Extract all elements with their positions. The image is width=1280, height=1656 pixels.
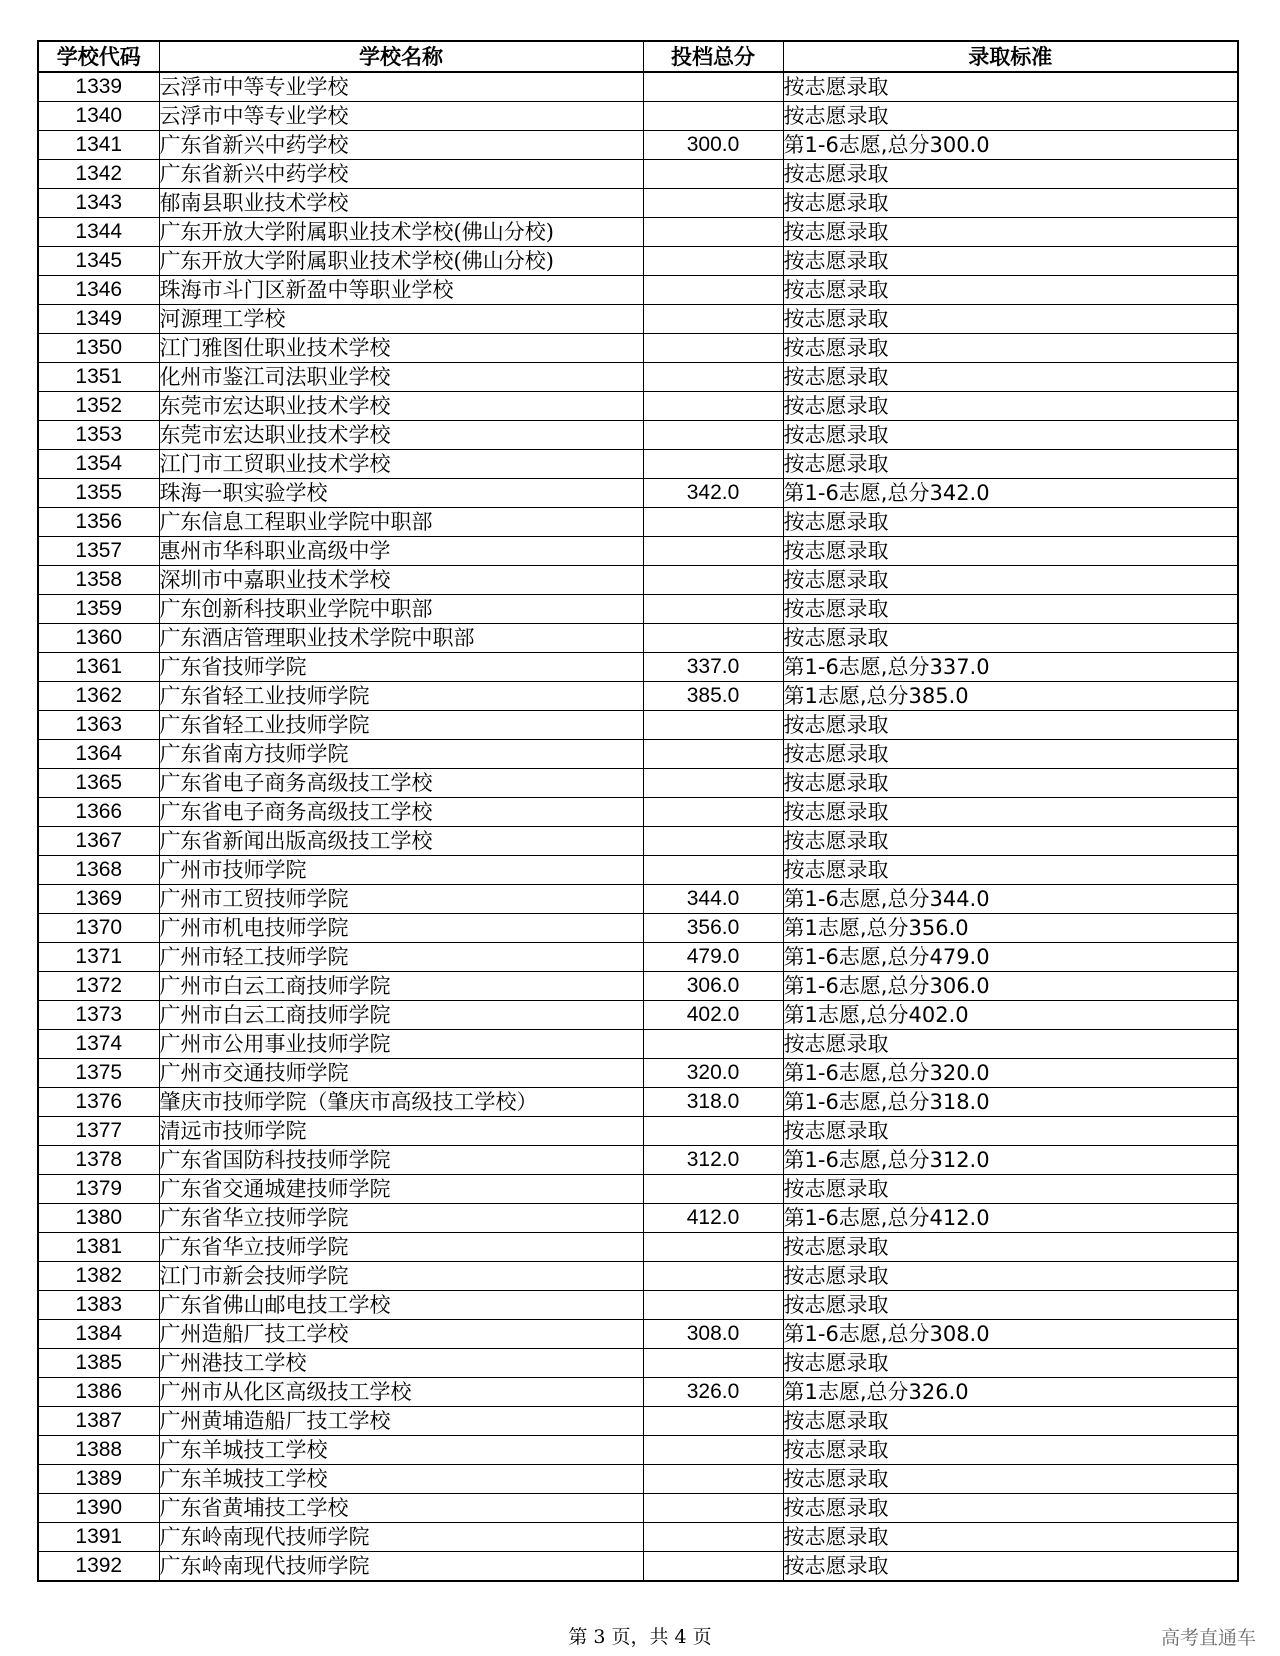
cell-total-score (643, 1552, 783, 1582)
cell-school-name: 广东开放大学附属职业技术学校(佛山分校) (159, 218, 643, 247)
cell-school-code: 1384 (38, 1320, 159, 1349)
cell-school-code: 1360 (38, 624, 159, 653)
cell-school-name: 广州市白云工商技师学院 (159, 1001, 643, 1030)
cell-school-name: 广州港技工学校 (159, 1349, 643, 1378)
table-row (38, 508, 1238, 537)
cell-school-code: 1361 (38, 653, 159, 682)
table-row (38, 1291, 1238, 1320)
cell-admission-standard: 第1-6志愿,总分412.0 (783, 1204, 1238, 1233)
table-row (38, 624, 1238, 653)
cell-school-name: 广东省电子商务高级技工学校 (159, 769, 643, 798)
cell-total-score: 356.0 (643, 914, 783, 943)
cell-school-code: 1372 (38, 972, 159, 1001)
table-row (38, 566, 1238, 595)
cell-admission-standard: 第1-6志愿,总分342.0 (783, 479, 1238, 508)
cell-school-code: 1359 (38, 595, 159, 624)
table-row (38, 1001, 1238, 1030)
cell-school-code: 1346 (38, 276, 159, 305)
cell-school-code: 1367 (38, 827, 159, 856)
cell-school-name: 广东省轻工业技师学院 (159, 682, 643, 711)
cell-total-score (643, 305, 783, 334)
cell-total-score (643, 624, 783, 653)
cell-admission-standard: 第1-6志愿,总分344.0 (783, 885, 1238, 914)
cell-total-score (643, 1030, 783, 1059)
cell-school-code: 1356 (38, 508, 159, 537)
cell-school-code: 1392 (38, 1552, 159, 1582)
cell-total-score (643, 711, 783, 740)
cell-school-name: 广东省新闻出版高级技工学校 (159, 827, 643, 856)
cell-school-name: 广东省新兴中药学校 (159, 160, 643, 189)
cell-school-name: 江门雅图仕职业技术学校 (159, 334, 643, 363)
cell-admission-standard: 按志愿录取 (783, 827, 1238, 856)
cell-total-score (643, 72, 783, 102)
cell-admission-standard: 按志愿录取 (783, 276, 1238, 305)
cell-total-score (643, 1523, 783, 1552)
cell-school-name: 广东省轻工业技师学院 (159, 711, 643, 740)
cell-school-code: 1349 (38, 305, 159, 334)
cell-total-score (643, 1117, 783, 1146)
cell-school-code: 1374 (38, 1030, 159, 1059)
cell-total-score (643, 1407, 783, 1436)
cell-school-name: 珠海市斗门区新盈中等职业学校 (159, 276, 643, 305)
cell-school-code: 1388 (38, 1436, 159, 1465)
table-row (38, 711, 1238, 740)
cell-school-name: 广州市白云工商技师学院 (159, 972, 643, 1001)
cell-school-name: 东莞市宏达职业技术学校 (159, 421, 643, 450)
table-row (38, 1030, 1238, 1059)
page-number: 第 3 页，共 4 页 (568, 1626, 712, 1648)
cell-school-code: 1350 (38, 334, 159, 363)
cell-school-code: 1368 (38, 856, 159, 885)
cell-total-score: 312.0 (643, 1146, 783, 1175)
cell-school-name: 郁南县职业技术学校 (159, 189, 643, 218)
table-row (38, 1407, 1238, 1436)
table-row (38, 305, 1238, 334)
header-admission-standard: 录取标准 (783, 41, 1238, 72)
table-row (38, 421, 1238, 450)
table-body (38, 72, 1238, 1581)
table-row (38, 1088, 1238, 1117)
cell-admission-standard: 按志愿录取 (783, 218, 1238, 247)
table-row (38, 334, 1238, 363)
cell-admission-standard: 按志愿录取 (783, 1233, 1238, 1262)
table-row (38, 189, 1238, 218)
cell-school-name: 珠海一职实验学校 (159, 479, 643, 508)
table-row (38, 1117, 1238, 1146)
table-row (38, 1146, 1238, 1175)
cell-school-code: 1364 (38, 740, 159, 769)
table-row (38, 276, 1238, 305)
cell-total-score: 300.0 (643, 131, 783, 160)
cell-admission-standard: 第1志愿,总分326.0 (783, 1378, 1238, 1407)
table-row (38, 537, 1238, 566)
cell-total-score: 337.0 (643, 653, 783, 682)
cell-admission-standard: 第1-6志愿,总分318.0 (783, 1088, 1238, 1117)
cell-school-name: 广东省交通城建技师学院 (159, 1175, 643, 1204)
table-row (38, 885, 1238, 914)
cell-total-score: 306.0 (643, 972, 783, 1001)
cell-school-name: 云浮市中等专业学校 (159, 72, 643, 102)
cell-total-score (643, 363, 783, 392)
table-row (38, 1465, 1238, 1494)
cell-school-name: 河源理工学校 (159, 305, 643, 334)
table-row (38, 131, 1238, 160)
table-row (38, 1523, 1238, 1552)
cell-admission-standard: 按志愿录取 (783, 1117, 1238, 1146)
cell-school-name: 化州市鉴江司法职业学校 (159, 363, 643, 392)
cell-admission-standard: 第1-6志愿,总分308.0 (783, 1320, 1238, 1349)
cell-school-code: 1369 (38, 885, 159, 914)
cell-school-name: 广东省华立技师学院 (159, 1204, 643, 1233)
cell-admission-standard: 按志愿录取 (783, 1436, 1238, 1465)
cell-school-code: 1375 (38, 1059, 159, 1088)
cell-school-name: 江门市工贸职业技术学校 (159, 450, 643, 479)
cell-total-score (643, 160, 783, 189)
cell-admission-standard: 按志愿录取 (783, 856, 1238, 885)
cell-school-name: 广东岭南现代技师学院 (159, 1523, 643, 1552)
table-row (38, 102, 1238, 131)
cell-school-code: 1342 (38, 160, 159, 189)
cell-admission-standard: 按志愿录取 (783, 1349, 1238, 1378)
cell-admission-standard: 按志愿录取 (783, 1494, 1238, 1523)
cell-admission-standard: 按志愿录取 (783, 72, 1238, 102)
cell-admission-standard: 按志愿录取 (783, 334, 1238, 363)
cell-school-code: 1373 (38, 1001, 159, 1030)
cell-admission-standard: 按志愿录取 (783, 624, 1238, 653)
cell-school-code: 1376 (38, 1088, 159, 1117)
cell-school-name: 广州市机电技师学院 (159, 914, 643, 943)
cell-admission-standard: 按志愿录取 (783, 160, 1238, 189)
cell-admission-standard: 按志愿录取 (783, 508, 1238, 537)
cell-school-code: 1345 (38, 247, 159, 276)
cell-school-name: 广东省新兴中药学校 (159, 131, 643, 160)
cell-admission-standard: 按志愿录取 (783, 189, 1238, 218)
cell-school-name: 广州市交通技师学院 (159, 1059, 643, 1088)
cell-school-code: 1357 (38, 537, 159, 566)
cell-admission-standard: 按志愿录取 (783, 1465, 1238, 1494)
cell-admission-standard: 第1-6志愿,总分306.0 (783, 972, 1238, 1001)
table-row (38, 1320, 1238, 1349)
cell-school-name: 广州黄埔造船厂技工学校 (159, 1407, 643, 1436)
cell-total-score (643, 102, 783, 131)
cell-admission-standard: 按志愿录取 (783, 1523, 1238, 1552)
table-row (38, 972, 1238, 1001)
cell-admission-standard: 按志愿录取 (783, 305, 1238, 334)
cell-admission-standard: 第1-6志愿,总分300.0 (783, 131, 1238, 160)
cell-admission-standard: 按志愿录取 (783, 450, 1238, 479)
cell-school-name: 东莞市宏达职业技术学校 (159, 392, 643, 421)
table-row (38, 247, 1238, 276)
cell-school-code: 1341 (38, 131, 159, 160)
cell-total-score: 402.0 (643, 1001, 783, 1030)
table-row (38, 856, 1238, 885)
cell-total-score: 344.0 (643, 885, 783, 914)
cell-admission-standard: 按志愿录取 (783, 102, 1238, 131)
cell-school-code: 1355 (38, 479, 159, 508)
header-school-name: 学校名称 (159, 41, 643, 72)
cell-school-name: 清远市技师学院 (159, 1117, 643, 1146)
cell-school-name: 江门市新会技师学院 (159, 1262, 643, 1291)
cell-total-score (643, 856, 783, 885)
cell-school-code: 1362 (38, 682, 159, 711)
cell-total-score: 342.0 (643, 479, 783, 508)
cell-school-name: 广东省技师学院 (159, 653, 643, 682)
cell-admission-standard: 按志愿录取 (783, 392, 1238, 421)
cell-admission-standard: 第1-6志愿,总分337.0 (783, 653, 1238, 682)
cell-school-name: 惠州市华科职业高级中学 (159, 537, 643, 566)
table-row (38, 595, 1238, 624)
cell-admission-standard: 按志愿录取 (783, 1407, 1238, 1436)
cell-school-name: 广东岭南现代技师学院 (159, 1552, 643, 1582)
table-row (38, 218, 1238, 247)
cell-admission-standard: 按志愿录取 (783, 363, 1238, 392)
cell-school-code: 1382 (38, 1262, 159, 1291)
cell-admission-standard: 按志愿录取 (783, 1175, 1238, 1204)
cell-school-name: 广州市技师学院 (159, 856, 643, 885)
cell-school-code: 1385 (38, 1349, 159, 1378)
cell-school-code: 1370 (38, 914, 159, 943)
cell-school-name: 广东省华立技师学院 (159, 1233, 643, 1262)
cell-school-name: 广东开放大学附属职业技术学校(佛山分校) (159, 247, 643, 276)
cell-school-name: 广东创新科技职业学院中职部 (159, 595, 643, 624)
table-header-row (38, 41, 1238, 72)
table-row (38, 943, 1238, 972)
cell-admission-standard: 按志愿录取 (783, 566, 1238, 595)
table-row (38, 160, 1238, 189)
table-row (38, 769, 1238, 798)
cell-school-name: 广东省佛山邮电技工学校 (159, 1291, 643, 1320)
cell-school-code: 1365 (38, 769, 159, 798)
cell-school-name: 广州造船厂技工学校 (159, 1320, 643, 1349)
cell-total-score (643, 1349, 783, 1378)
cell-total-score (643, 276, 783, 305)
cell-total-score (643, 1291, 783, 1320)
table-row (38, 450, 1238, 479)
cell-school-name: 广东省黄埔技工学校 (159, 1494, 643, 1523)
cell-school-name: 广州市从化区高级技工学校 (159, 1378, 643, 1407)
cell-school-name: 广东酒店管理职业技术学院中职部 (159, 624, 643, 653)
cell-admission-standard: 按志愿录取 (783, 247, 1238, 276)
cell-school-name: 广州市轻工技师学院 (159, 943, 643, 972)
cell-total-score: 412.0 (643, 1204, 783, 1233)
table-row (38, 479, 1238, 508)
cell-school-name: 广东信息工程职业学院中职部 (159, 508, 643, 537)
cell-school-name: 广东羊城技工学校 (159, 1465, 643, 1494)
cell-total-score (643, 537, 783, 566)
cell-total-score (643, 1175, 783, 1204)
cell-school-code: 1353 (38, 421, 159, 450)
table-row (38, 1378, 1238, 1407)
cell-total-score: 318.0 (643, 1088, 783, 1117)
cell-total-score: 326.0 (643, 1378, 783, 1407)
cell-admission-standard: 按志愿录取 (783, 421, 1238, 450)
table-row (38, 363, 1238, 392)
table-row (38, 682, 1238, 711)
cell-school-code: 1363 (38, 711, 159, 740)
cell-admission-standard: 按志愿录取 (783, 537, 1238, 566)
cell-total-score (643, 595, 783, 624)
table-row (38, 392, 1238, 421)
cell-total-score (643, 1233, 783, 1262)
cell-school-code: 1339 (38, 72, 159, 102)
cell-total-score (643, 450, 783, 479)
cell-school-code: 1387 (38, 1407, 159, 1436)
cell-total-score (643, 1262, 783, 1291)
cell-total-score (643, 189, 783, 218)
cell-total-score (643, 1494, 783, 1523)
cell-total-score: 479.0 (643, 943, 783, 972)
cell-total-score (643, 740, 783, 769)
cell-school-code: 1378 (38, 1146, 159, 1175)
cell-school-code: 1366 (38, 798, 159, 827)
cell-school-code: 1371 (38, 943, 159, 972)
cell-admission-standard: 按志愿录取 (783, 769, 1238, 798)
cell-school-name: 广东省南方技师学院 (159, 740, 643, 769)
table-row (38, 1436, 1238, 1465)
cell-admission-standard: 按志愿录取 (783, 740, 1238, 769)
cell-school-code: 1386 (38, 1378, 159, 1407)
cell-school-code: 1358 (38, 566, 159, 595)
table-row (38, 798, 1238, 827)
table-row (38, 1349, 1238, 1378)
cell-school-code: 1391 (38, 1523, 159, 1552)
cell-total-score (643, 1465, 783, 1494)
table-row (38, 1552, 1238, 1582)
table-row (38, 1204, 1238, 1233)
table-row (38, 72, 1238, 102)
cell-total-score (643, 247, 783, 276)
cell-admission-standard: 按志愿录取 (783, 1291, 1238, 1320)
cell-school-code: 1340 (38, 102, 159, 131)
admission-table (37, 40, 1239, 1582)
cell-school-code: 1352 (38, 392, 159, 421)
table-row (38, 827, 1238, 856)
cell-total-score (643, 508, 783, 537)
cell-school-name: 广东省国防科技技师学院 (159, 1146, 643, 1175)
table-row (38, 914, 1238, 943)
cell-admission-standard: 按志愿录取 (783, 595, 1238, 624)
cell-admission-standard: 按志愿录取 (783, 1262, 1238, 1291)
cell-total-score (643, 218, 783, 247)
cell-school-code: 1379 (38, 1175, 159, 1204)
cell-school-code: 1343 (38, 189, 159, 218)
cell-total-score (643, 334, 783, 363)
cell-school-name: 深圳市中嘉职业技术学校 (159, 566, 643, 595)
cell-admission-standard: 第1志愿,总分385.0 (783, 682, 1238, 711)
cell-total-score (643, 566, 783, 595)
cell-total-score (643, 769, 783, 798)
cell-school-name: 广州市工贸技师学院 (159, 885, 643, 914)
cell-total-score: 320.0 (643, 1059, 783, 1088)
watermark-text: 高考直通车 (1160, 1627, 1256, 1649)
table-row (38, 1233, 1238, 1262)
cell-school-code: 1389 (38, 1465, 159, 1494)
cell-school-name: 广州市公用事业技师学院 (159, 1030, 643, 1059)
cell-admission-standard: 按志愿录取 (783, 1552, 1238, 1582)
table-row (38, 1494, 1238, 1523)
cell-total-score (643, 798, 783, 827)
cell-admission-standard: 第1志愿,总分356.0 (783, 914, 1238, 943)
cell-school-name: 广东羊城技工学校 (159, 1436, 643, 1465)
cell-school-name: 肇庆市技师学院（肇庆市高级技工学校） (159, 1088, 643, 1117)
cell-school-code: 1377 (38, 1117, 159, 1146)
cell-school-code: 1344 (38, 218, 159, 247)
cell-school-code: 1381 (38, 1233, 159, 1262)
table-row (38, 1262, 1238, 1291)
cell-total-score (643, 421, 783, 450)
table-row (38, 1059, 1238, 1088)
cell-admission-standard: 第1-6志愿,总分312.0 (783, 1146, 1238, 1175)
cell-admission-standard: 按志愿录取 (783, 798, 1238, 827)
cell-total-score (643, 1436, 783, 1465)
cell-school-code: 1383 (38, 1291, 159, 1320)
cell-school-name: 广东省电子商务高级技工学校 (159, 798, 643, 827)
cell-admission-standard: 按志愿录取 (783, 711, 1238, 740)
table-row (38, 740, 1238, 769)
table-row (38, 1175, 1238, 1204)
cell-total-score: 308.0 (643, 1320, 783, 1349)
cell-school-code: 1351 (38, 363, 159, 392)
cell-school-code: 1380 (38, 1204, 159, 1233)
cell-total-score (643, 827, 783, 856)
cell-total-score: 385.0 (643, 682, 783, 711)
header-total-score: 投档总分 (643, 41, 783, 72)
cell-school-code: 1390 (38, 1494, 159, 1523)
admission-table-container (37, 40, 1237, 1582)
header-school-code: 学校代码 (38, 41, 159, 72)
cell-school-code: 1354 (38, 450, 159, 479)
cell-admission-standard: 第1-6志愿,总分320.0 (783, 1059, 1238, 1088)
cell-admission-standard: 第1-6志愿,总分479.0 (783, 943, 1238, 972)
cell-admission-standard: 第1志愿,总分402.0 (783, 1001, 1238, 1030)
cell-total-score (643, 392, 783, 421)
cell-school-name: 云浮市中等专业学校 (159, 102, 643, 131)
cell-admission-standard: 按志愿录取 (783, 1030, 1238, 1059)
table-row (38, 653, 1238, 682)
